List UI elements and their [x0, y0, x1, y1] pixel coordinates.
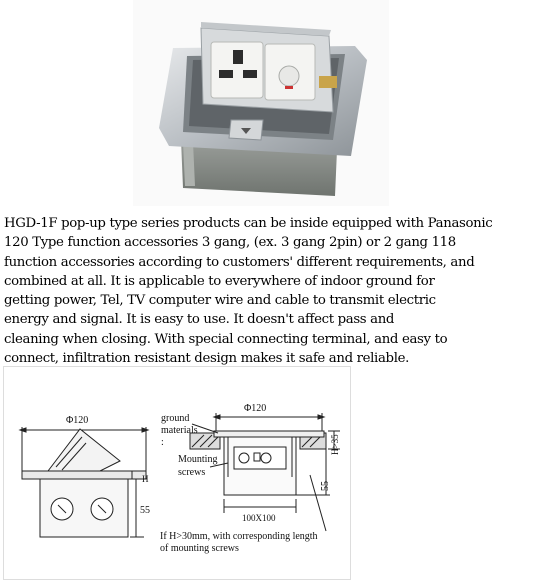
dim-right-width: Φ120 — [244, 403, 267, 414]
note-line-2: of mounting screws — [160, 543, 239, 554]
dim-left-width: Φ120 — [66, 415, 89, 426]
label-mounting-2: screws — [178, 467, 206, 478]
dim-right-depth: 55 — [320, 481, 331, 491]
technical-drawing — [3, 366, 351, 580]
dim-left-h: H — [142, 474, 149, 484]
dim-left-depth: 55 — [140, 505, 150, 516]
product-description: HGD-1F pop-up type series products can be inside equipped with Panasonic 120 Type function accessories 3 gang, (ex. 3 gang 2pin) or 2 gang 118 function accessories according to customers' different requirements, and combined at all. It is applicable to everywhere of indoor ground for getting power, Tel, TV computer wire and cable to transmit electric energy and signal. It is easy to use. It doesn't affect pass and cleaning when closing. With special connecting terminal, and easy to connect, infiltration resistant design makes it safe and reliable. — [4, 216, 493, 367]
dim-box: 100X100 — [242, 513, 276, 523]
note-line-1: If H>30mm, with corresponding length — [160, 531, 318, 542]
dim-right-h: H>35 — [330, 434, 340, 455]
label-ground-1: ground — [161, 413, 190, 424]
product-photo — [133, 0, 389, 206]
label-ground-2: materials — [161, 425, 198, 436]
label-colon: : — [161, 437, 164, 448]
side-view-open — [20, 427, 148, 537]
label-mounting-1: Mounting — [178, 454, 218, 465]
